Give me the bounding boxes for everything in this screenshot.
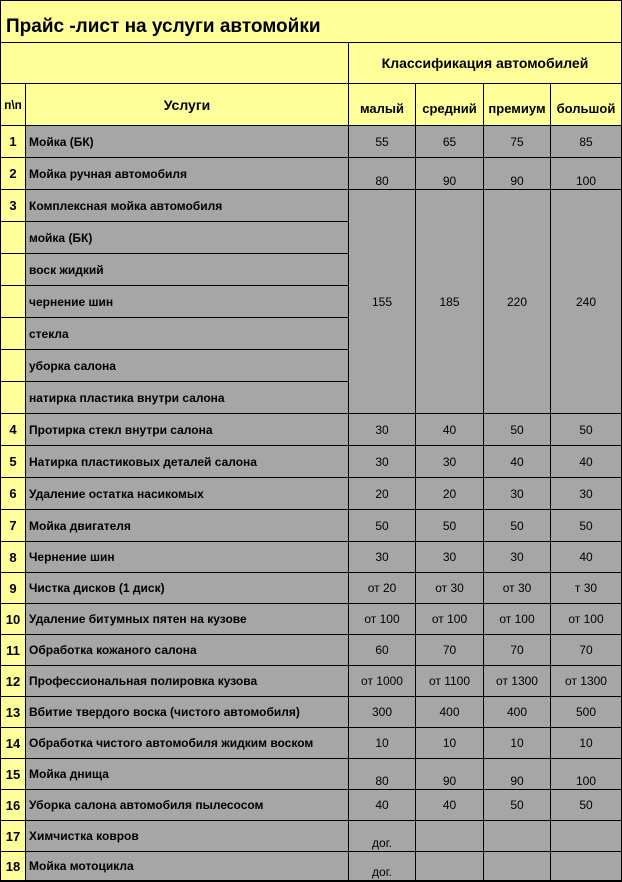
price-medium: 40 (416, 414, 484, 446)
price-small: 30 (349, 542, 416, 573)
price-medium: 65 (416, 126, 484, 158)
price-premium: от 100 (484, 604, 551, 635)
service-name: чернение шин (26, 286, 349, 318)
service-name: воск жидкий (26, 254, 349, 286)
price-small: 40 (349, 790, 416, 821)
service-name: Профессиональная полировка кузова (26, 666, 349, 697)
complex-price-large: 240 (551, 190, 621, 414)
service-name: Чистка дисков (1 диск) (26, 573, 349, 604)
price-premium: 70 (484, 635, 551, 666)
price-large (551, 852, 621, 881)
price-large: 30 (551, 478, 621, 510)
row-number: 15 (1, 759, 26, 790)
price-large: 100 (551, 759, 621, 790)
price-medium: 20 (416, 478, 484, 510)
row-number: 3 (1, 190, 26, 222)
price-premium: 400 (484, 697, 551, 728)
row-number: 12 (1, 666, 26, 697)
row-number: 11 (1, 635, 26, 666)
row-number: 18 (1, 852, 26, 881)
header-blank (1, 43, 349, 84)
price-premium (484, 821, 551, 852)
service-name: мойка (БК) (26, 222, 349, 254)
service-name: Протирка стекл внутри салона (26, 414, 349, 446)
price-small: 300 (349, 697, 416, 728)
price-medium: 90 (416, 158, 484, 190)
service-name: Удаление битумных пятен на кузове (26, 604, 349, 635)
row-number: 10 (1, 604, 26, 635)
classification-header: Классификация автомобилей (349, 43, 621, 84)
price-small: дог. (349, 821, 416, 852)
service-name: Мойка (БК) (26, 126, 349, 158)
service-name: Чернение шин (26, 542, 349, 573)
price-small: 30 (349, 414, 416, 446)
price-small: 80 (349, 158, 416, 190)
price-medium: 400 (416, 697, 484, 728)
row-number: 4 (1, 414, 26, 446)
price-medium: от 30 (416, 573, 484, 604)
price-large: 50 (551, 414, 621, 446)
price-small: 30 (349, 446, 416, 478)
row-number: 1 (1, 126, 26, 158)
price-small: 80 (349, 759, 416, 790)
price-large: 85 (551, 126, 621, 158)
price-large: 50 (551, 790, 621, 821)
price-medium: от 100 (416, 604, 484, 635)
price-small: дог. (349, 852, 416, 881)
row-number (1, 318, 26, 350)
row-number: 2 (1, 158, 26, 190)
row-number: 6 (1, 478, 26, 510)
row-number: 5 (1, 446, 26, 478)
price-medium: 30 (416, 542, 484, 573)
service-name: натирка пластика внутри салона (26, 382, 349, 414)
price-medium: 70 (416, 635, 484, 666)
price-large: от 1300 (551, 666, 621, 697)
price-medium: от 1100 (416, 666, 484, 697)
row-number (1, 350, 26, 382)
price-premium: 90 (484, 158, 551, 190)
row-number: 16 (1, 790, 26, 821)
row-number (1, 382, 26, 414)
service-name: Вбитие твердого воска (чистого автомобиля) (26, 697, 349, 728)
service-name: Мойка мотоцикла (26, 852, 349, 881)
price-large: 40 (551, 542, 621, 573)
service-name: Обработка кожаного салона (26, 635, 349, 666)
price-premium (484, 852, 551, 881)
price-small: 60 (349, 635, 416, 666)
price-small: 20 (349, 478, 416, 510)
page-title: Прайс -лист на услуги автомойки (1, 1, 621, 43)
price-premium: от 1300 (484, 666, 551, 697)
service-name: Мойка ручная автомобиля (26, 158, 349, 190)
row-number: 14 (1, 728, 26, 759)
price-medium (416, 852, 484, 881)
price-premium: 30 (484, 478, 551, 510)
category-header-medium: средний (416, 84, 484, 126)
price-small: 50 (349, 510, 416, 542)
service-name: Удаление остатка насикомых (26, 478, 349, 510)
service-name: Обработка чистого автомобиля жидким воском (26, 728, 349, 759)
service-name: уборка салона (26, 350, 349, 382)
service-name: Мойка двигателя (26, 510, 349, 542)
price-small: 55 (349, 126, 416, 158)
row-number (1, 286, 26, 318)
price-premium: 50 (484, 790, 551, 821)
price-small: от 100 (349, 604, 416, 635)
price-large: 500 (551, 697, 621, 728)
price-medium (416, 821, 484, 852)
price-premium: 50 (484, 510, 551, 542)
row-number: 17 (1, 821, 26, 852)
service-name: Комплексная мойка автомобиля (26, 190, 349, 222)
price-medium: 10 (416, 728, 484, 759)
price-small: от 1000 (349, 666, 416, 697)
services-column-header: Услуги (26, 84, 349, 126)
price-premium: 30 (484, 542, 551, 573)
price-medium: 40 (416, 790, 484, 821)
price-large: 40 (551, 446, 621, 478)
service-name: стекла (26, 318, 349, 350)
category-header-large: большой (551, 84, 621, 126)
category-header-small: малый (349, 84, 416, 126)
service-name: Натирка пластиковых деталей салона (26, 446, 349, 478)
service-name: Мойка днища (26, 759, 349, 790)
price-premium: от 30 (484, 573, 551, 604)
price-large: 100 (551, 158, 621, 190)
complex-price-small: 155 (349, 190, 416, 414)
row-number: 13 (1, 697, 26, 728)
row-number: 9 (1, 573, 26, 604)
price-premium: 40 (484, 446, 551, 478)
row-number: 7 (1, 510, 26, 542)
row-number (1, 222, 26, 254)
price-large: 50 (551, 510, 621, 542)
price-large: 10 (551, 728, 621, 759)
row-number: 8 (1, 542, 26, 573)
price-large (551, 821, 621, 852)
price-small: 10 (349, 728, 416, 759)
number-column-header: п\п (1, 84, 26, 126)
price-premium: 75 (484, 126, 551, 158)
price-medium: 90 (416, 759, 484, 790)
price-medium: 50 (416, 510, 484, 542)
row-number (1, 254, 26, 286)
category-header-premium: премиум (484, 84, 551, 126)
price-premium: 50 (484, 414, 551, 446)
service-name: Уборка салона автомобиля пылесосом (26, 790, 349, 821)
complex-price-premium: 220 (484, 190, 551, 414)
price-large: 70 (551, 635, 621, 666)
price-medium: 30 (416, 446, 484, 478)
price-large: от 100 (551, 604, 621, 635)
price-small: от 20 (349, 573, 416, 604)
service-name: Химчистка ковров (26, 821, 349, 852)
complex-price-medium: 185 (416, 190, 484, 414)
price-large: т 30 (551, 573, 621, 604)
price-premium: 10 (484, 728, 551, 759)
price-premium: 90 (484, 759, 551, 790)
